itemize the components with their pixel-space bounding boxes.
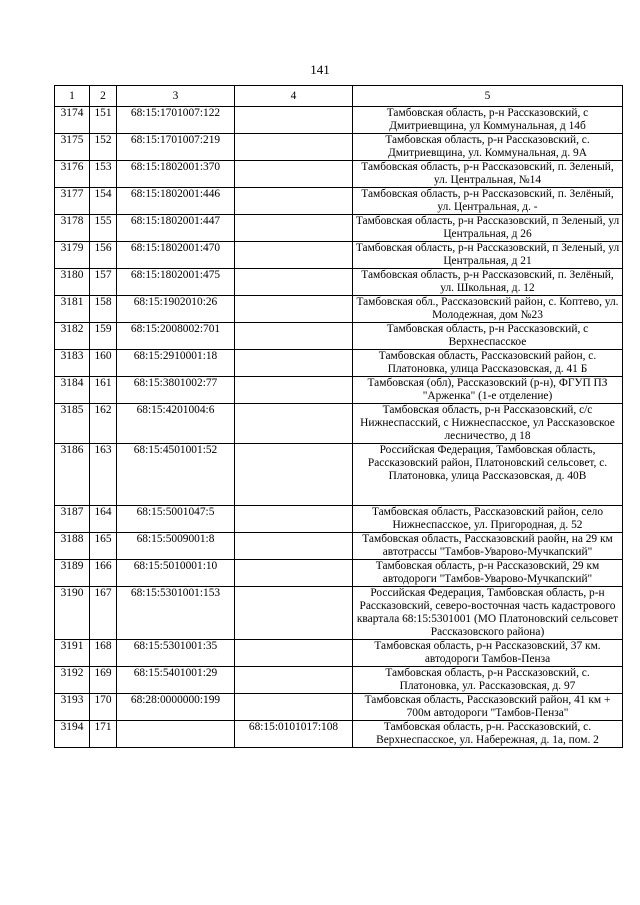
address-cell: Тамбовская область, Рассказовский раойн, на 29 км автотрассы "Тамбов-Уварово-Мучкапский" xyxy=(353,533,623,560)
cadastral-number-cell: 68:15:1802001:370 xyxy=(117,161,235,188)
room-cadastral-number-cell xyxy=(235,296,353,323)
room-cadastral-number-cell xyxy=(235,377,353,404)
room-cadastral-number-cell: 68:15:0101017:108 xyxy=(235,721,353,748)
row-number-cell: 3175 xyxy=(55,134,90,161)
row-number-cell: 3189 xyxy=(55,560,90,587)
room-cadastral-number-cell xyxy=(235,560,353,587)
cadastral-number-cell: 68:15:1802001:447 xyxy=(117,215,235,242)
table-row xyxy=(55,694,623,721)
cadastral-number-cell: 68:15:1802001:446 xyxy=(117,188,235,215)
room-cadastral-number-cell xyxy=(235,350,353,377)
row-number-cell: 3190 xyxy=(55,587,90,640)
row-number-cell: 3185 xyxy=(55,404,90,444)
row-number-cell: 3182 xyxy=(55,323,90,350)
address-cell: Тамбовская область, р-н Рассказовский, с Верхнеспасское xyxy=(353,323,623,350)
cadastral-number-cell: 68:15:3801002:77 xyxy=(117,377,235,404)
table-row xyxy=(55,506,623,533)
table-row xyxy=(55,721,623,748)
cadastral-number-cell: 68:15:5401001:29 xyxy=(117,667,235,694)
item-number-cell: 170 xyxy=(90,694,117,721)
room-cadastral-number-cell xyxy=(235,506,353,533)
address-cell: Тамбовская (обл), Рассказовский (р-н), ФГУП ПЗ "Арженка" (1-е отделение) xyxy=(353,377,623,404)
address-cell: Тамбовская область, р-н Рассказовский, 37 км. автодороги Тамбов-Пенза xyxy=(353,640,623,667)
address-cell: Тамбовская область, р-н Рассказовский, с/с Нижнеспасский, с Нижнеспасское, ул Рассказовское лесничество, д 18 xyxy=(353,404,623,444)
table-header-row xyxy=(55,86,623,107)
item-number-cell: 151 xyxy=(90,107,117,134)
row-number-cell: 3178 xyxy=(55,215,90,242)
room-cadastral-number-cell xyxy=(235,444,353,506)
page-number: 141 xyxy=(310,62,330,77)
row-number-cell: 3192 xyxy=(55,667,90,694)
address-cell: Российская Федерация, Тамбовская область, р-н Рассказовский, северо-восточная часть кадастрового квартала 68:15:5301001 (МО Платоновский сельсовет Рассказовского района) xyxy=(353,587,623,640)
item-number-cell: 160 xyxy=(90,350,117,377)
table-row xyxy=(55,404,623,444)
cadastral-number-cell: 68:15:5009001:8 xyxy=(117,533,235,560)
item-number-cell: 157 xyxy=(90,269,117,296)
table-row xyxy=(55,640,623,667)
row-number-cell: 3183 xyxy=(55,350,90,377)
row-number-cell: 3191 xyxy=(55,640,90,667)
table-row xyxy=(55,134,623,161)
row-number-cell: 3177 xyxy=(55,188,90,215)
address-cell: Российская Федерация, Тамбовская область, Рассказовский район, Платоновский сельсовет, с. Платоновка, улица Рассказовская, д. 40В xyxy=(353,444,623,506)
room-cadastral-number-cell xyxy=(235,640,353,667)
item-number-cell: 156 xyxy=(90,242,117,269)
table-row xyxy=(55,377,623,404)
room-cadastral-number-cell xyxy=(235,694,353,721)
row-number-cell: 3180 xyxy=(55,269,90,296)
address-cell: Тамбовская область, р-н Рассказовский, с. Платоновка, ул. Рассказовская, д. 97 xyxy=(353,667,623,694)
item-number-cell: 168 xyxy=(90,640,117,667)
cadastral-number-cell: 68:15:4501001:52 xyxy=(117,444,235,506)
cadastral-number-cell xyxy=(117,721,235,748)
cadastral-number-cell: 68:15:5010001:10 xyxy=(117,560,235,587)
row-number-cell: 3188 xyxy=(55,533,90,560)
row-number-cell: 3187 xyxy=(55,506,90,533)
address-cell: Тамбовская область, Рассказовский район, 41 км + 700м автодороги "Тамбов-Пенза" xyxy=(353,694,623,721)
room-cadastral-number-cell xyxy=(235,188,353,215)
item-number-cell: 158 xyxy=(90,296,117,323)
cadastral-number-cell: 68:15:5301001:35 xyxy=(117,640,235,667)
row-number-cell: 3179 xyxy=(55,242,90,269)
item-number-cell: 153 xyxy=(90,161,117,188)
header-col-2: 2 xyxy=(90,86,117,107)
room-cadastral-number-cell xyxy=(235,107,353,134)
cadastral-number-cell: 68:15:4201004:6 xyxy=(117,404,235,444)
table-row xyxy=(55,107,623,134)
cadastral-number-cell: 68:15:1902010:26 xyxy=(117,296,235,323)
address-cell: Тамбовская область, Рассказовский район, село Нижнеспасское, ул. Пригородная, д. 52 xyxy=(353,506,623,533)
item-number-cell: 154 xyxy=(90,188,117,215)
row-number-cell: 3181 xyxy=(55,296,90,323)
table-row xyxy=(55,667,623,694)
table-row xyxy=(55,161,623,188)
row-number-cell: 3174 xyxy=(55,107,90,134)
table-row xyxy=(55,242,623,269)
row-number-cell: 3186 xyxy=(55,444,90,506)
table-row xyxy=(55,350,623,377)
item-number-cell: 164 xyxy=(90,506,117,533)
header-col-1: 1 xyxy=(55,86,90,107)
item-number-cell: 155 xyxy=(90,215,117,242)
address-cell: Тамбовская область, р-н Рассказовский, 29 км автодороги "Тамбов-Уварово-Мучкапский" xyxy=(353,560,623,587)
header-col-3: 3 xyxy=(117,86,235,107)
address-cell: Тамбовская область, р-н Рассказовский, с. Дмитриевщина, ул. Коммунальная, д. 9А xyxy=(353,134,623,161)
item-number-cell: 167 xyxy=(90,587,117,640)
row-number-cell: 3176 xyxy=(55,161,90,188)
cadastral-number-cell: 68:15:1802001:470 xyxy=(117,242,235,269)
room-cadastral-number-cell xyxy=(235,134,353,161)
room-cadastral-number-cell xyxy=(235,323,353,350)
address-cell: Тамбовская область, р-н. Рассказовский, с. Верхнеспасское, ул. Набережная, д. 1а, пом. 2 xyxy=(353,721,623,748)
table-row xyxy=(55,587,623,640)
cadastral-number-cell: 68:15:1802001:475 xyxy=(117,269,235,296)
cadastral-number-cell: 68:15:1701007:122 xyxy=(117,107,235,134)
item-number-cell: 169 xyxy=(90,667,117,694)
header-col-4: 4 xyxy=(235,86,353,107)
cadastral-number-cell: 68:15:5301001:153 xyxy=(117,587,235,640)
room-cadastral-number-cell xyxy=(235,215,353,242)
item-number-cell: 166 xyxy=(90,560,117,587)
row-number-cell: 3193 xyxy=(55,694,90,721)
header-col-5: 5 xyxy=(353,86,623,107)
address-cell: Тамбовская область, р-н Рассказовский, п Зеленый, ул Центральная, д 21 xyxy=(353,242,623,269)
item-number-cell: 152 xyxy=(90,134,117,161)
property-registry-table xyxy=(54,85,623,748)
room-cadastral-number-cell xyxy=(235,242,353,269)
address-cell: Тамбовская область, р-н Рассказовский, п. Зелёный, ул. Школьная, д. 12 xyxy=(353,269,623,296)
room-cadastral-number-cell xyxy=(235,161,353,188)
table-row xyxy=(55,560,623,587)
room-cadastral-number-cell xyxy=(235,667,353,694)
address-cell: Тамбовская область, Рассказовский район, с. Платоновка, улица Рассказовская, д. 41 Б xyxy=(353,350,623,377)
cadastral-number-cell: 68:15:2008002:701 xyxy=(117,323,235,350)
row-number-cell: 3194 xyxy=(55,721,90,748)
room-cadastral-number-cell xyxy=(235,587,353,640)
address-cell: Тамбовская область, р-н Рассказовский, с Дмитриевщина, ул Коммунальная, д 14б xyxy=(353,107,623,134)
table-row xyxy=(55,215,623,242)
room-cadastral-number-cell xyxy=(235,269,353,296)
cadastral-number-cell: 68:15:1701007:219 xyxy=(117,134,235,161)
address-cell: Тамбовская область, р-н Рассказовский, п. Зелёный, ул. Центральная, д. - xyxy=(353,188,623,215)
item-number-cell: 162 xyxy=(90,404,117,444)
table-row xyxy=(55,323,623,350)
cadastral-number-cell: 68:15:5001047:5 xyxy=(117,506,235,533)
cadastral-number-cell: 68:28:0000000:199 xyxy=(117,694,235,721)
item-number-cell: 161 xyxy=(90,377,117,404)
item-number-cell: 163 xyxy=(90,444,117,506)
address-cell: Тамбовская область, р-н Рассказовский, п. Зеленый, ул. Центральная, №14 xyxy=(353,161,623,188)
table-row xyxy=(55,444,623,506)
item-number-cell: 165 xyxy=(90,533,117,560)
table-row xyxy=(55,296,623,323)
item-number-cell: 159 xyxy=(90,323,117,350)
row-number-cell: 3184 xyxy=(55,377,90,404)
room-cadastral-number-cell xyxy=(235,404,353,444)
cadastral-number-cell: 68:15:2910001:18 xyxy=(117,350,235,377)
item-number-cell: 171 xyxy=(90,721,117,748)
room-cadastral-number-cell xyxy=(235,533,353,560)
table-row xyxy=(55,269,623,296)
address-cell: Тамбовская обл., Рассказовский район, с. Коптево, ул. Молодежная, дом №23 xyxy=(353,296,623,323)
address-cell: Тамбовская область, р-н Рассказовский, п Зеленый, ул Центральная, д 26 xyxy=(353,215,623,242)
table-row xyxy=(55,533,623,560)
table-row xyxy=(55,188,623,215)
